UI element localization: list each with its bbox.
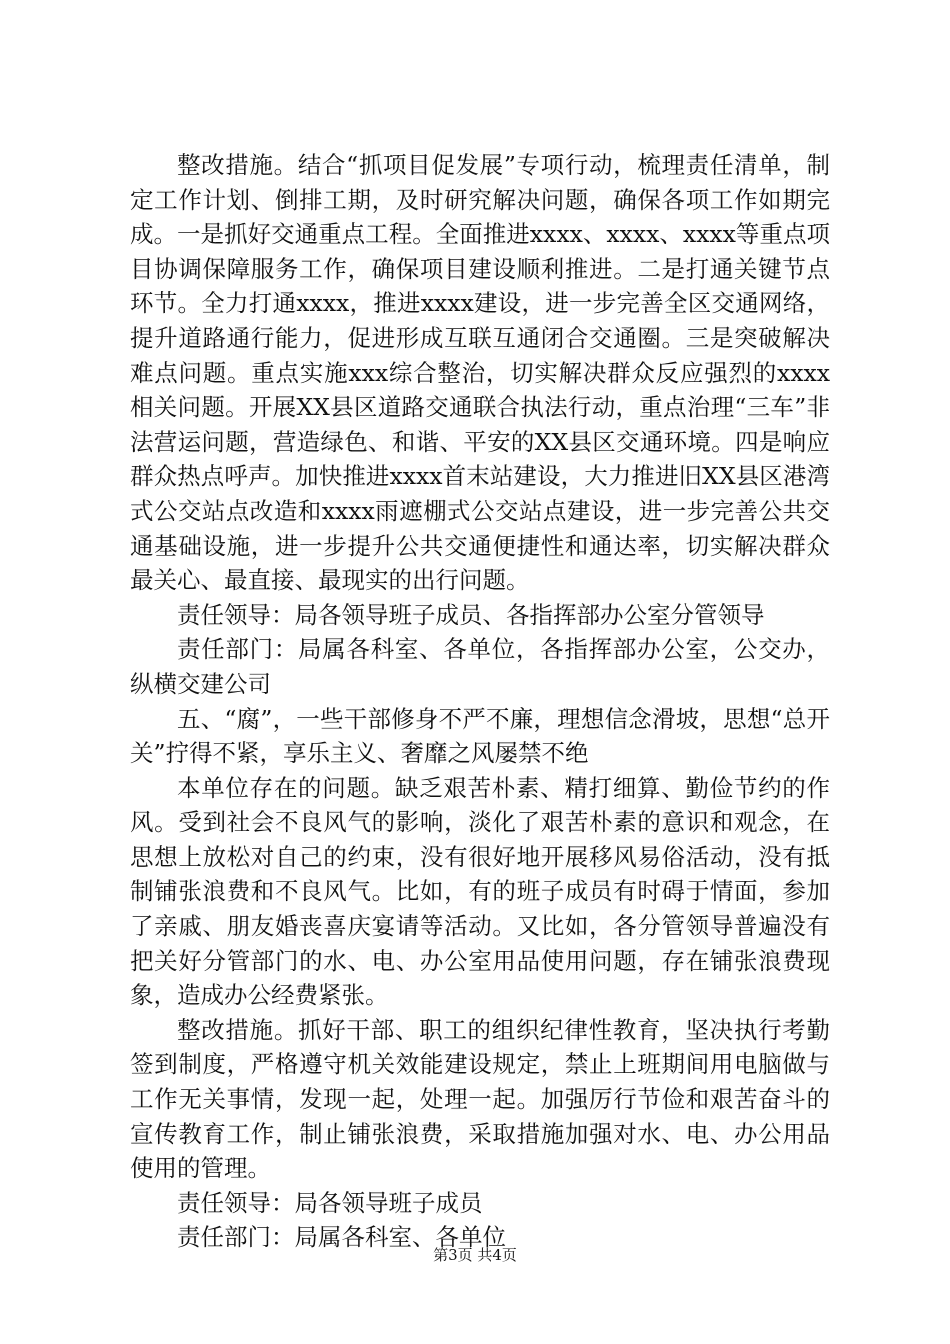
page-footer: 第3页 共4页	[433, 1246, 517, 1264]
paragraph-responsible-departments-2: 责任部门：局属各科室、各单位	[177, 1223, 506, 1252]
paragraph-responsible-leaders-1: 责任领导：局各领导班子成员、各指挥部办公室分管领导	[177, 600, 765, 629]
paragraph-responsible-leaders-2: 责任领导：局各领导班子成员	[177, 1188, 483, 1217]
section-heading-five-corruption: 五、“腐”，一些干部修身不严不廉，理想信念滑坡，思想“总开关”拧得不紧，享乐主义、奢靡之风屡禁不绝	[130, 704, 830, 768]
paragraph-responsible-departments-1: 责任部门：局属各科室、各单位，各指挥部办公室，公交办，纵横交建公司	[130, 635, 830, 698]
document-body	[130, 148, 830, 1255]
paragraph-rectification-measures-discipline: 整改措施。抓好干部、职工的组织纪律性教育，坚决执行考勤签到制度，严格遵守机关效能建设规定，禁止上班期间用电脑做与工作无关事情，发现一起，处理一起。加强厉行节俭和艰苦奋斗的宣传教育工作，制止铺张浪费，采取措施加强对水、电、办公用品使用的管理。	[130, 1015, 830, 1183]
paragraph-rectification-measures-transport: 整改措施。结合“抓项目促发展”专项行动，梳理责任清单，制定工作计划、倒排工期，及时研究解决问题，确保各项工作如期完成。一是抓好交通重点工程。全面推进xxxx、xxxx、xxxx等重点项目协调保障服务工作，确保项目建设顺利推进。二是打通关键节点环节。全力打通xxxx，推进xxxx建设，进一步完善全区交通网络，提升道路通行能力，促进形成互联互通闭合交通圈。三是突破解决难点问题。重点实施xxx综合整治，切实解决群众反应强烈的xxxx相关问题。开展XX县区道路交通联合执法行动，重点治理“三车”非法营运问题，营造绿色、和谐、平安的XX县区交通环境。四是响应群众热点呼声。加快推进xxxx首末站建设，大力推进旧XX县区港湾式公交站点改造和xxxx雨遮棚式公交站点建设，进一步完善公共交通基础设施，进一步提升公共交通便捷性和通达率，切实解决群众最关心、最直接、最现实的出行问题。	[130, 151, 830, 595]
paragraph-existing-problems: 本单位存在的问题。缺乏艰苦朴素、精打细算、勤俭节约的作风。受到社会不良风气的影响，淡化了艰苦朴素的意识和观念，在思想上放松对自己的约束，没有很好地开展移风易俗活动，没有抵制铺张浪费和不良风气。比如，有的班子成员有时碍于情面，参加了亲戚、朋友婚丧喜庆宴请等活动。又比如，各分管领导普遍没有把关好分管部门的水、电、办公室用品使用问题，存在铺张浪费现象，造成办公经费紧张。	[130, 773, 830, 1010]
